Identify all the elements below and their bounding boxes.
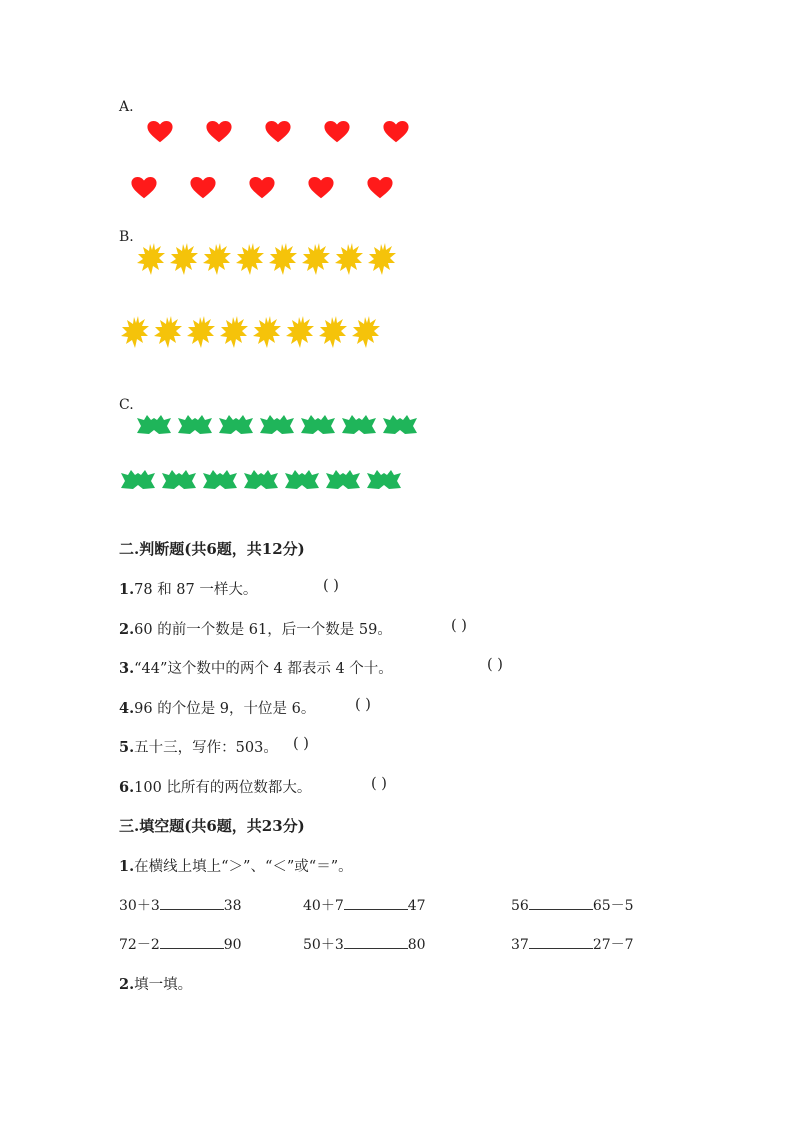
sun-row-2 <box>121 316 380 348</box>
section-2-heading: 二.判断题(共6题，共12分) <box>119 540 305 558</box>
comparison-right: 27－7 <box>592 937 634 953</box>
comparison-left: 72－2 <box>119 937 160 953</box>
question-text: 填一填。 <box>134 977 193 993</box>
sun-icon <box>220 316 248 348</box>
answer-blank[interactable] <box>160 934 224 949</box>
question-text: 100 比所有的两位数都大。 <box>134 780 312 796</box>
answer-paren[interactable]: ( ) <box>355 697 371 713</box>
sun-icon <box>236 243 264 275</box>
heart-icon <box>128 177 160 199</box>
judge-question-6 <box>119 776 311 797</box>
question-number: 6. <box>119 779 135 796</box>
sun-icon <box>187 316 215 348</box>
heart-icon <box>246 177 278 199</box>
leaf-icon <box>178 415 212 435</box>
comparison-item <box>119 895 242 915</box>
question-number: 5. <box>119 739 135 756</box>
comparison-left: 56 <box>511 898 529 914</box>
heart-icon <box>321 121 353 143</box>
question-number: 1. <box>119 581 135 598</box>
leaf-icon <box>285 470 319 490</box>
answer-paren[interactable]: ( ) <box>451 618 467 634</box>
leaf-icon <box>301 415 335 435</box>
comparison-item <box>511 934 634 954</box>
heart-icon <box>380 121 412 143</box>
option-c-label: C. <box>119 397 134 413</box>
heart-icon <box>364 177 396 199</box>
comparison-right: 90 <box>223 937 242 953</box>
judge-question-5 <box>119 736 278 757</box>
sun-icon <box>121 316 149 348</box>
sun-icon <box>203 243 231 275</box>
judge-question-4 <box>119 697 315 718</box>
sun-icon <box>319 316 347 348</box>
answer-blank[interactable] <box>160 895 224 910</box>
heart-row-2 <box>128 177 396 199</box>
leaf-row-2 <box>121 470 401 490</box>
sun-icon <box>170 243 198 275</box>
question-text: 96 的个位是 9，十位是 6。 <box>134 701 316 717</box>
answer-paren[interactable]: ( ) <box>323 578 339 594</box>
comparison-item <box>303 934 426 954</box>
comparison-left: 37 <box>511 937 529 953</box>
judge-question-2 <box>119 618 392 639</box>
leaf-icon <box>367 470 401 490</box>
section-3-heading: 三.填空题(共6题，共23分) <box>119 817 305 835</box>
sun-icon <box>269 243 297 275</box>
question-text: 五十三，写作：503。 <box>134 740 278 756</box>
sun-icon <box>253 316 281 348</box>
question-number: 3. <box>119 660 135 677</box>
fill-question-2 <box>119 973 192 994</box>
heart-icon <box>203 121 235 143</box>
option-a-label: A. <box>119 99 134 115</box>
judge-question-3 <box>119 657 393 678</box>
answer-blank[interactable] <box>529 934 593 949</box>
sun-icon <box>352 316 380 348</box>
comparison-left: 30＋3 <box>119 898 160 914</box>
comparison-left: 40＋7 <box>303 898 344 914</box>
comparison-left: 50＋3 <box>303 937 344 953</box>
answer-blank[interactable] <box>344 934 408 949</box>
sun-icon <box>154 316 182 348</box>
comparison-right: 47 <box>407 898 426 914</box>
heart-icon <box>305 177 337 199</box>
leaf-icon <box>203 470 237 490</box>
comparison-item <box>119 934 242 954</box>
sun-icon <box>302 243 330 275</box>
sun-icon <box>286 316 314 348</box>
question-number: 4. <box>119 700 135 717</box>
question-number: 1. <box>119 858 135 875</box>
heart-icon <box>144 121 176 143</box>
comparison-right: 80 <box>407 937 426 953</box>
comparison-item <box>511 895 634 915</box>
heart-icon <box>187 177 219 199</box>
leaf-icon <box>219 415 253 435</box>
question-number: 2. <box>119 621 135 638</box>
comparison-right: 65－5 <box>592 898 634 914</box>
question-text: “44”这个数中的两个 4 都表示 4 个十。 <box>134 661 393 677</box>
answer-blank[interactable] <box>344 895 408 910</box>
sun-icon <box>137 243 165 275</box>
sun-icon <box>368 243 396 275</box>
heart-row-1 <box>144 121 412 143</box>
answer-paren[interactable]: ( ) <box>371 776 387 792</box>
answer-blank[interactable] <box>529 895 593 910</box>
leaf-row-1 <box>137 415 417 435</box>
comparison-right: 38 <box>223 898 242 914</box>
leaf-icon <box>260 415 294 435</box>
leaf-icon <box>244 470 278 490</box>
fill-question-1 <box>119 855 353 876</box>
question-text: 在横线上填上“＞”、“＜”或“＝”。 <box>134 859 353 875</box>
answer-paren[interactable]: ( ) <box>487 657 503 673</box>
judge-question-1 <box>119 578 257 599</box>
leaf-icon <box>383 415 417 435</box>
comparison-item <box>303 895 426 915</box>
question-text: 60 的前一个数是 61，后一个数是 59。 <box>134 622 392 638</box>
answer-paren[interactable]: ( ) <box>293 736 309 752</box>
question-text: 78 和 87 一样大。 <box>134 582 258 598</box>
leaf-icon <box>326 470 360 490</box>
heart-icon <box>262 121 294 143</box>
leaf-icon <box>137 415 171 435</box>
leaf-icon <box>342 415 376 435</box>
leaf-icon <box>162 470 196 490</box>
option-b-label: B. <box>119 229 134 245</box>
sun-row-1 <box>137 243 396 275</box>
leaf-icon <box>121 470 155 490</box>
question-number: 2. <box>119 976 135 993</box>
sun-icon <box>335 243 363 275</box>
